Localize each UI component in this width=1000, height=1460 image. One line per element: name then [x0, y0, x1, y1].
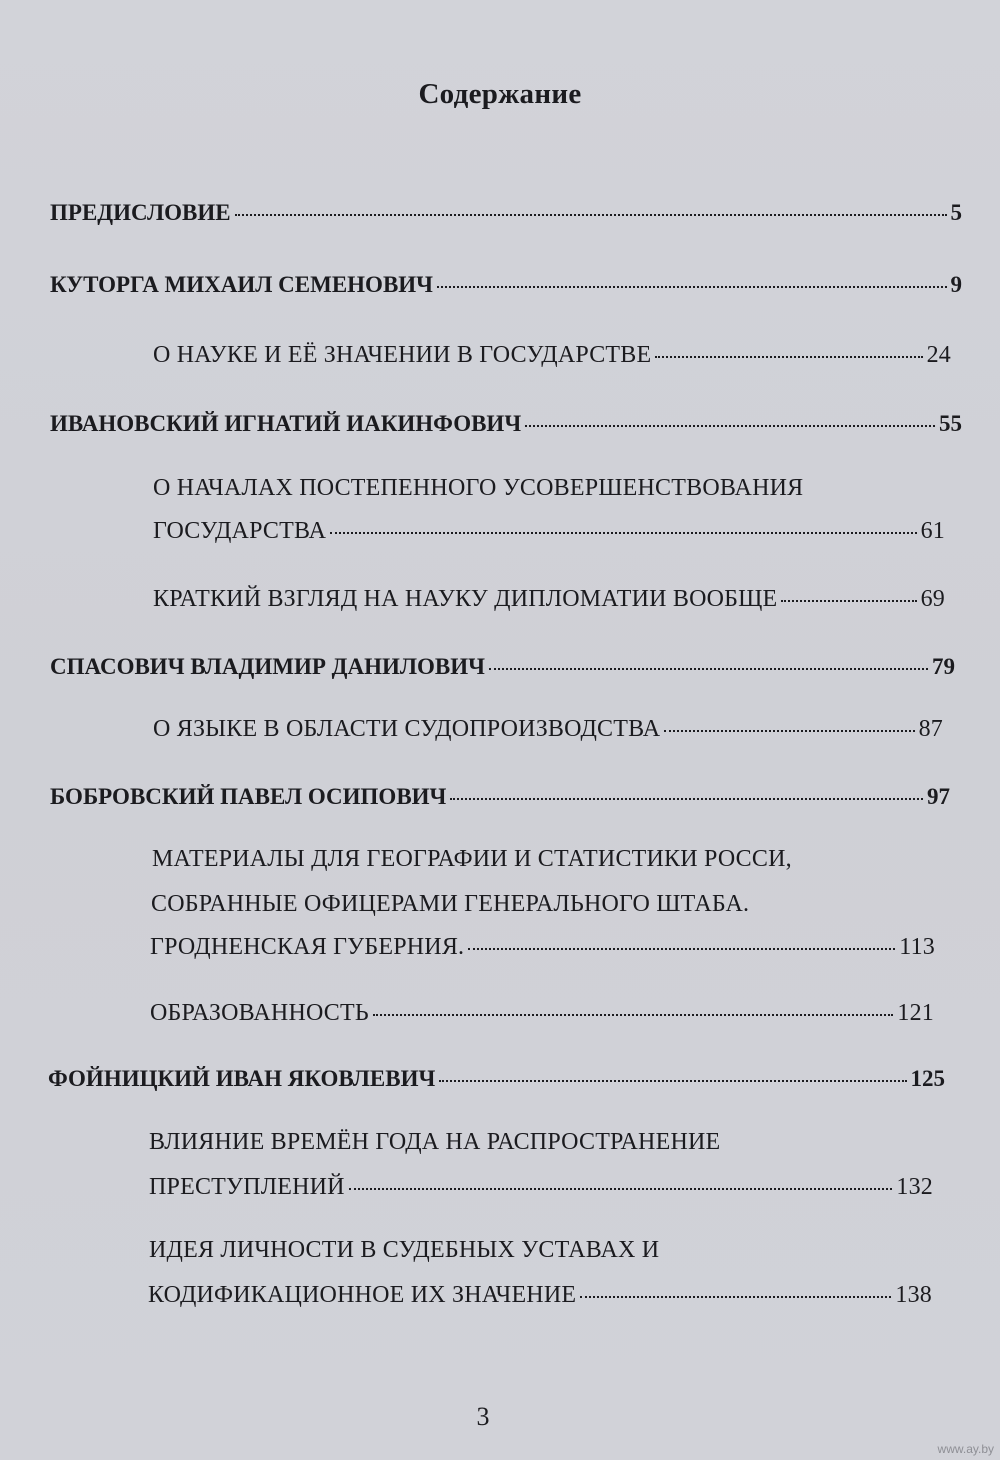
toc-entry-preface [50, 200, 962, 226]
dot-leader [525, 425, 935, 427]
dot-leader [437, 286, 946, 288]
watermark: www.ay.by [937, 1442, 994, 1456]
toc-entry-author [48, 1066, 945, 1092]
toc-page-number: 97 [927, 784, 950, 809]
toc-entry-work [150, 1000, 934, 1027]
toc-page-number: 121 [897, 1000, 934, 1026]
toc-entry-work [153, 342, 951, 369]
toc-entry-title-line: СОБРАННЫЕ ОФИЦЕРАМИ ГЕНЕРАЛЬНОГО ШТАБА. [151, 891, 750, 917]
toc-entry-title-line: О НАЧАЛАХ ПОСТЕПЕННОГО УСОВЕРШЕНСТВОВАНИЯ [153, 475, 804, 501]
dot-leader [439, 1080, 906, 1082]
toc-entry-work [153, 586, 945, 613]
toc-entry-work [150, 934, 935, 961]
toc-page-number: 55 [939, 411, 962, 436]
dot-leader [781, 600, 916, 602]
dot-leader [373, 1014, 894, 1016]
toc-entry-work [153, 518, 945, 545]
dot-leader [580, 1296, 891, 1298]
toc-entry-title: КРАТКИЙ ВЗГЛЯД НА НАУКУ ДИПЛОМАТИИ ВООБЩЕ [153, 586, 778, 612]
toc-entry-author [50, 272, 962, 298]
toc-entry-title: ФОЙНИЦКИЙ ИВАН ЯКОВЛЕВИЧ [48, 1066, 436, 1091]
toc-page-number: 61 [920, 518, 945, 544]
toc-page-number: 132 [896, 1174, 933, 1200]
toc-entry-author [50, 411, 962, 437]
dot-leader [489, 668, 928, 670]
dot-leader [349, 1188, 893, 1190]
toc-entry-title: ПРЕДИСЛОВИЕ [50, 200, 231, 225]
toc-entry-title-line: ВЛИЯНИЕ ВРЕМЁН ГОДА НА РАСПРОСТРАНЕНИЕ [149, 1129, 721, 1155]
toc-entry-title: О ЯЗЫКЕ В ОБЛАСТИ СУДОПРОИЗВОДСТВА [153, 716, 661, 742]
toc-entry-work [149, 1174, 933, 1201]
toc-page-number: 5 [950, 200, 962, 225]
toc-entry-title: КУТОРГА МИХАИЛ СЕМЕНОВИЧ [50, 272, 434, 297]
toc-page-number: 9 [950, 272, 962, 297]
toc-entry-title: БОБРОВСКИЙ ПАВЕЛ ОСИПОВИЧ [50, 784, 447, 809]
toc-entry-title: О НАУКЕ И ЕЁ ЗНАЧЕНИИ В ГОСУДАРСТВЕ [153, 342, 652, 368]
toc-page-number: 138 [895, 1282, 932, 1308]
toc-page-number: 79 [932, 654, 955, 679]
dot-leader [235, 214, 947, 216]
toc-page-number: 87 [918, 716, 943, 742]
dot-leader [664, 730, 914, 732]
dot-leader [655, 356, 922, 358]
toc-entry-title: ПРЕСТУПЛЕНИЙ [149, 1174, 345, 1200]
dot-leader [450, 798, 923, 800]
toc-entry-title: ИВАНОВСКИЙ ИГНАТИЙ ИАКИНФОВИЧ [50, 411, 522, 436]
toc-entry-title: ОБРАЗОВАННОСТЬ [150, 1000, 369, 1026]
dot-leader [330, 532, 916, 534]
page-title: Содержание [418, 78, 582, 110]
toc-entry-author [50, 784, 950, 810]
toc-entry-title-line: МАТЕРИАЛЫ ДЛЯ ГЕОГРАФИИ И СТАТИСТИКИ РОССИ, [152, 846, 792, 872]
toc-page-number: 24 [926, 342, 951, 368]
toc-page-number: 113 [899, 934, 935, 960]
toc-entry-work [148, 1282, 932, 1309]
toc-entry-title: ГРОДНЕНСКАЯ ГУБЕРНИЯ. [150, 934, 465, 960]
dot-leader [468, 948, 895, 950]
page-number: 3 [476, 1402, 490, 1431]
toc-entry-title-line: ИДЕЯ ЛИЧНОСТИ В СУДЕБНЫХ УСТАВАХ И [149, 1237, 660, 1263]
toc-entry-work [153, 716, 943, 743]
toc-entry-author [50, 654, 955, 680]
toc-page-number: 125 [910, 1066, 945, 1091]
toc-page-number: 69 [920, 586, 945, 612]
toc-entry-title: ГОСУДАРСТВА [153, 518, 327, 544]
toc-entry-title: КОДИФИКАЦИОННОЕ ИХ ЗНАЧЕНИЕ [148, 1282, 577, 1308]
toc-entry-title: СПАСОВИЧ ВЛАДИМИР ДАНИЛОВИЧ [50, 654, 486, 679]
